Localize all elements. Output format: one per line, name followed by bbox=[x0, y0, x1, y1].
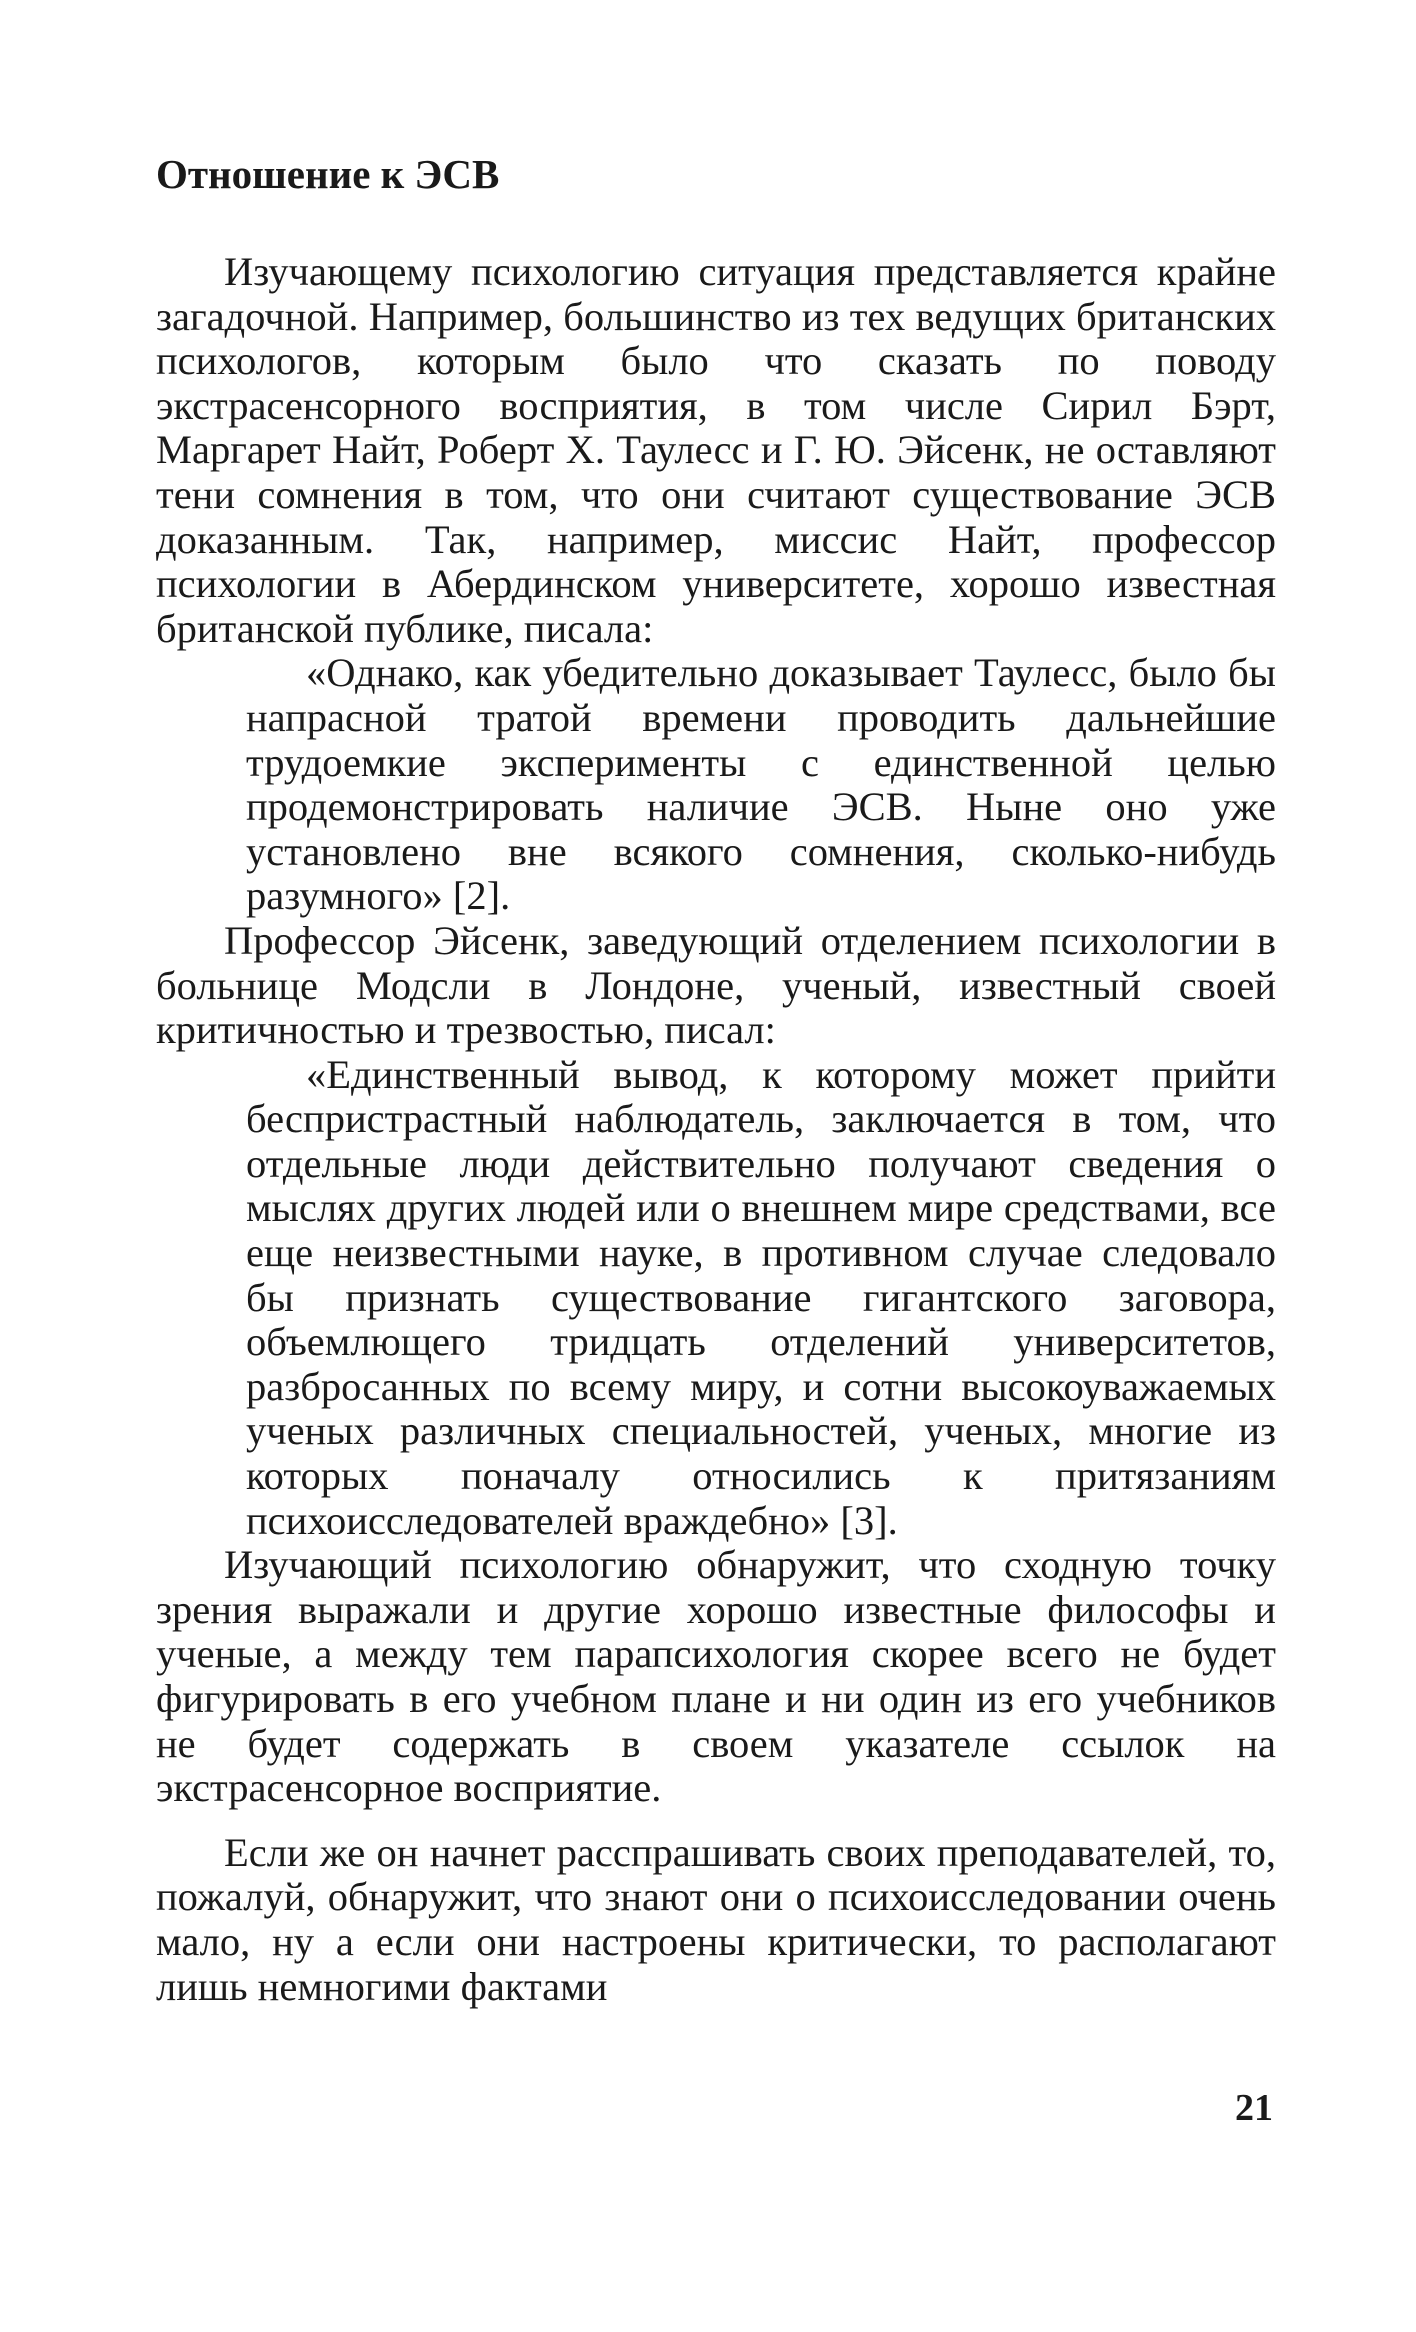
paragraph-1: Изучающему психологию ситуация представляется крайне загадочной. Например, большинство из тех ведущих британских психологов, которым было что сказать по поводу экстрасенсорного восприятия, в том числе Сирил Бэрт, Маргарет Найт, Роберт Х. Таулесс и Г. Ю. Эйсенк, не оставляют тени сомнения в том, что они считают существование ЭСВ доказанным. Так, например, миссис Найт, профессор психологии в Абердинском университете, хорошо известная британской публике, писала: bbox=[156, 249, 1276, 651]
page-number: 21 bbox=[1235, 2087, 1273, 2129]
paragraph-2: Профессор Эйсенк, заведующий отделением психологии в больнице Модсли в Лондоне, ученый, известный своей критичностью и трезвостью, писал: bbox=[156, 917, 1276, 1053]
paragraph-3: Изучающий психологию обнаружит, что сходную точку зрения выражали и другие хорошо известные философы и ученые, а между тем парапсихология скорее всего не будет фигурировать в его учебном плане и ни один из его учебников не будет содержать в своем указателе ссылок на экстрасенсорное восприятие. bbox=[156, 1542, 1276, 1811]
page-body bbox=[156, 150, 1276, 2009]
paragraph-4: Если же он начнет расспрашивать своих преподавателей, то, пожалуй, обнаружит, что знают они о психоисследовании очень мало, ну а если они настроены критически, то располагают лишь немногими фактами bbox=[156, 1829, 1276, 2009]
quote-eysenck: «Единственный вывод, к которому может прийти беспристрастный наблюдатель, заключается в том, что отдельные люди действительно получают сведения о мыслях других людей или о внешнем мире средствами, все еще неизвестными науке, в противном случае следовало бы признать существование гигантского заговора, объемлющего тридцать отделений университетов, разбросанных по всему миру, и сотни высокоуважаемых ученых различных специальностей, ученых, многие из которых поначалу относились к притязаниям психоисследователей враждебно» [3]. bbox=[246, 1051, 1276, 1543]
paragraph-gap bbox=[156, 1811, 1276, 1831]
section-heading: Отношение к ЭСВ bbox=[156, 151, 500, 197]
quote-knight: «Однако, как убедительно доказывает Таулесс, было бы напрасной тратой времени проводить дальнейшие трудоемкие эксперименты с единственной целью продемонстрировать наличие ЭСВ. Ныне оно уже установлено вне всякого сомнения, сколько-нибудь разумного» [2]. bbox=[246, 650, 1276, 919]
